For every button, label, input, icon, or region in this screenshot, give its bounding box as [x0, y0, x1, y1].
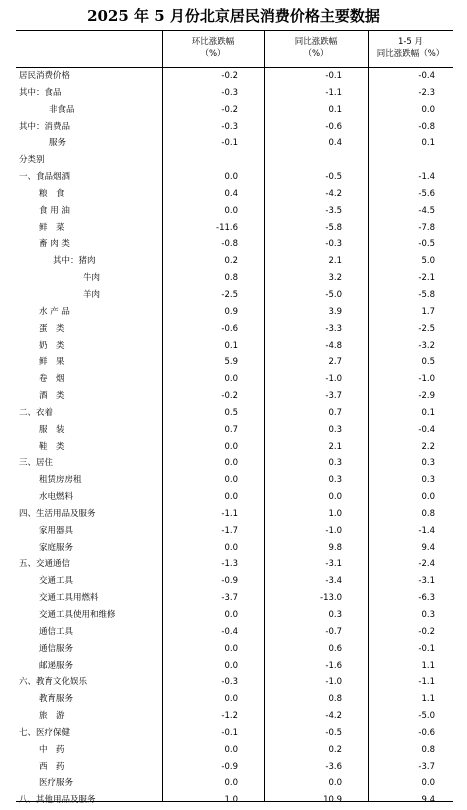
table-row [16, 439, 453, 456]
yoy-value: -1.0 [325, 374, 342, 385]
mom-value: -1.3 [221, 559, 238, 570]
table-row [16, 102, 453, 119]
mom-value: -1.7 [221, 525, 238, 536]
row-label: 七、医疗保健 [19, 727, 71, 738]
ytd-value: 0.0 [421, 778, 435, 789]
mom-value: 0.4 [224, 188, 238, 199]
row-label: 中 药 [39, 744, 65, 755]
mom-value: 0.0 [224, 744, 238, 755]
header-mom [162, 31, 264, 67]
mom-value: 0.1 [224, 340, 238, 351]
row-label: 鞋 类 [39, 441, 65, 452]
mom-value: -0.2 [221, 391, 238, 402]
table-row [16, 472, 453, 489]
yoy-value: -3.6 [325, 761, 342, 772]
row-label: 鲜 果 [39, 357, 65, 368]
table-row [16, 338, 453, 355]
ytd-value: 0.5 [421, 357, 435, 368]
header-ytd [368, 31, 453, 67]
row-label: 奶 类 [39, 340, 65, 351]
yoy-value: -4.8 [325, 340, 342, 351]
header-mom-line2: （%） [200, 49, 226, 59]
table-header [16, 31, 453, 68]
ytd-value: 0.0 [421, 104, 435, 115]
table-body [16, 68, 453, 809]
table-row [16, 658, 453, 675]
header-mom-line1: 环比涨跌幅 [191, 37, 235, 47]
ytd-value: 0.3 [421, 458, 435, 469]
mom-value: 1.0 [224, 795, 238, 806]
row-label: 水电燃料 [39, 492, 74, 503]
yoy-value: 0.8 [328, 694, 342, 705]
mom-value: -0.2 [221, 71, 238, 81]
row-label: 四、生活用品及服务 [19, 508, 96, 519]
ytd-value: -5.8 [418, 289, 435, 300]
yoy-value: -1.0 [325, 525, 342, 536]
row-label: 医疗服务 [39, 778, 74, 789]
mom-value: 0.0 [224, 172, 238, 183]
ytd-value: -5.6 [418, 188, 435, 199]
yoy-value: 0.3 [328, 458, 342, 469]
yoy-value: 10.9 [323, 795, 342, 806]
ytd-value: -0.8 [418, 121, 435, 132]
yoy-value: 0.2 [328, 744, 342, 755]
row-label: 通信服务 [39, 643, 74, 654]
row-label: 租赁房房租 [39, 475, 82, 486]
table-row [16, 85, 453, 102]
yoy-value: -5.8 [325, 222, 342, 233]
table-row [16, 641, 453, 658]
table-row [16, 759, 453, 776]
ytd-value: 0.3 [421, 610, 435, 620]
mom-value: 0.0 [224, 492, 238, 503]
page-title: 2025 年 5 月份北京居民消费价格主要数据 [87, 7, 380, 25]
ytd-value: 0.0 [421, 492, 435, 503]
ytd-value: -2.9 [418, 391, 435, 402]
mom-value: -0.8 [221, 239, 238, 250]
header-ytd-line2: 同比涨跌幅（%） [376, 49, 445, 59]
mom-value: 0.0 [224, 542, 238, 553]
row-label: 卷 烟 [39, 374, 65, 385]
ytd-value: -5.0 [418, 711, 435, 722]
table-row [16, 186, 453, 203]
row-label: 其中：食品 [19, 87, 62, 98]
table-row [16, 691, 453, 708]
ytd-value: 1.7 [421, 306, 435, 317]
row-label: 旅 游 [39, 711, 65, 722]
table-row [16, 388, 453, 405]
ytd-value: -0.5 [418, 239, 435, 250]
row-label: 酒 类 [39, 391, 65, 402]
row-label: 服 装 [39, 424, 65, 435]
ytd-value: -1.0 [418, 374, 435, 385]
row-label: 西 药 [39, 761, 65, 772]
table-row [16, 119, 453, 136]
mom-value: 0.2 [224, 256, 238, 267]
table-row [16, 287, 453, 304]
row-label: 粮 食 [39, 188, 65, 199]
yoy-value: 2.1 [328, 441, 342, 452]
mom-value: -0.9 [221, 576, 238, 587]
mom-value: -0.3 [221, 121, 238, 132]
header-yoy [264, 31, 368, 67]
row-label: 八、其他用品及服务 [19, 795, 96, 806]
yoy-value: -0.1 [325, 71, 342, 81]
yoy-value: -4.2 [325, 711, 342, 722]
mom-value: -0.4 [221, 626, 238, 637]
ytd-value: -7.8 [418, 222, 435, 233]
row-label: 三、居住 [19, 458, 54, 469]
row-label: 牛肉 [83, 273, 101, 284]
ytd-value: -2.1 [418, 273, 435, 284]
table-row [16, 708, 453, 725]
ytd-value: -2.4 [418, 559, 435, 570]
ytd-value: 1.1 [421, 694, 435, 705]
table-row [16, 540, 453, 557]
yoy-value: 1.0 [328, 508, 342, 519]
table-row [16, 152, 453, 169]
table-row [16, 371, 453, 388]
yoy-value: -3.3 [325, 323, 342, 334]
yoy-value: 0.7 [328, 407, 342, 418]
table-row [16, 573, 453, 590]
yoy-value: 2.1 [328, 256, 342, 267]
yoy-value: -4.2 [325, 188, 342, 199]
row-label: 五、交通通信 [19, 559, 71, 570]
row-label: 交通工具 [39, 576, 74, 587]
yoy-value: -0.5 [325, 172, 342, 183]
ytd-value: 0.8 [421, 744, 435, 755]
ytd-value: 9.4 [421, 795, 435, 806]
table-row [16, 523, 453, 540]
header-ytd-line1: 1-5 月 [397, 37, 424, 47]
ytd-value: 5.0 [421, 256, 435, 267]
row-label: 分类别 [19, 155, 45, 166]
yoy-value: -3.7 [325, 391, 342, 402]
ytd-value: 9.4 [421, 542, 435, 553]
mom-value: 0.0 [224, 458, 238, 469]
row-label: 非食品 [49, 104, 75, 115]
yoy-value: -0.5 [325, 727, 342, 738]
row-label: 邮递服务 [39, 660, 74, 671]
cpi-table [16, 30, 453, 806]
yoy-value: 3.2 [328, 273, 342, 284]
yoy-value: -0.6 [325, 121, 342, 132]
table-row [16, 203, 453, 220]
header-yoy-line1: 同比涨跌幅 [294, 37, 338, 47]
yoy-value: 2.7 [328, 357, 342, 368]
table-row [16, 220, 453, 237]
table-row [16, 304, 453, 321]
ytd-value: -1.1 [418, 677, 435, 688]
ytd-value: 2.2 [421, 441, 435, 452]
row-label: 羊肉 [83, 289, 101, 300]
table-row [16, 725, 453, 742]
yoy-value: 0.3 [328, 424, 342, 435]
ytd-value: -3.2 [418, 340, 435, 351]
row-label: 其中：猪肉 [53, 256, 96, 267]
yoy-value: 0.6 [328, 643, 342, 654]
mom-value: -1.1 [221, 508, 238, 519]
table-row [16, 253, 453, 270]
mom-value: 5.9 [224, 357, 238, 368]
table-row [16, 321, 453, 338]
table-row [16, 556, 453, 573]
table-row [16, 354, 453, 371]
ytd-value: -2.5 [418, 323, 435, 334]
ytd-value: 0.1 [421, 138, 435, 149]
mom-value: 0.0 [224, 643, 238, 654]
yoy-value: -3.1 [325, 559, 342, 570]
ytd-value: -0.4 [418, 71, 435, 81]
mom-value: -0.3 [221, 87, 238, 98]
mom-value: 0.0 [224, 441, 238, 452]
yoy-value: -0.7 [325, 626, 342, 637]
row-label: 二、衣着 [19, 407, 54, 418]
table-row [16, 68, 453, 85]
yoy-value: -5.0 [325, 289, 342, 300]
mom-value: -0.6 [221, 323, 238, 334]
mom-value: -0.1 [221, 138, 238, 149]
mom-value: 0.0 [224, 374, 238, 385]
ytd-value: -4.5 [418, 205, 435, 216]
yoy-value: 0.0 [328, 778, 342, 789]
ytd-value: -6.3 [418, 593, 435, 604]
row-label: 通信工具 [39, 626, 74, 637]
ytd-value: -1.4 [418, 172, 435, 183]
ytd-value: -0.1 [418, 643, 435, 654]
table-row [16, 405, 453, 422]
mom-value: -0.1 [221, 727, 238, 738]
table-row [16, 792, 453, 809]
table-row [16, 742, 453, 759]
mom-value: 0.9 [224, 306, 238, 317]
row-label: 畜 肉 类 [39, 239, 70, 250]
yoy-value: 0.0 [328, 492, 342, 503]
yoy-value: 0.4 [328, 138, 342, 149]
ytd-value: 0.3 [421, 475, 435, 486]
mom-value: -11.6 [216, 222, 238, 233]
row-label: 家用器具 [39, 525, 74, 536]
row-label: 服务 [49, 138, 67, 149]
mom-value: -3.7 [221, 593, 238, 604]
table-row [16, 624, 453, 641]
ytd-value: -1.4 [418, 525, 435, 536]
yoy-value: -1.0 [325, 677, 342, 688]
mom-value: 0.0 [224, 778, 238, 789]
yoy-value: 3.9 [328, 306, 342, 317]
table-row [16, 236, 453, 253]
table-row [16, 422, 453, 439]
mom-value: -1.2 [221, 711, 238, 722]
ytd-value: -3.1 [418, 576, 435, 587]
yoy-value: 9.8 [328, 542, 342, 553]
ytd-value: -0.4 [418, 424, 435, 435]
mom-value: 0.5 [224, 407, 238, 418]
row-label: 居民消费价格 [19, 71, 71, 81]
table-row [16, 775, 453, 792]
yoy-value: -1.1 [325, 87, 342, 98]
mom-value: 0.0 [224, 475, 238, 486]
table-row [16, 607, 453, 624]
table-row [16, 590, 453, 607]
yoy-value: -3.5 [325, 205, 342, 216]
row-label: 交通工具使用和维修 [39, 610, 116, 620]
table-row [16, 169, 453, 186]
row-label: 家庭服务 [39, 542, 74, 553]
yoy-value: 0.3 [328, 610, 342, 620]
mom-value: -0.3 [221, 677, 238, 688]
mom-value: 0.7 [224, 424, 238, 435]
header-yoy-line2: （%） [303, 49, 329, 59]
mom-value: 0.0 [224, 694, 238, 705]
row-label: 蛋 类 [39, 323, 65, 334]
row-label: 鲜 菜 [39, 222, 65, 233]
table-row [16, 506, 453, 523]
table-row [16, 489, 453, 506]
mom-value: 0.0 [224, 610, 238, 620]
row-label: 交通工具用燃料 [39, 593, 99, 604]
ytd-value: 1.1 [421, 660, 435, 671]
mom-value: 0.8 [224, 273, 238, 284]
table-row [16, 674, 453, 691]
ytd-value: -3.7 [418, 761, 435, 772]
mom-value: 0.0 [224, 205, 238, 216]
yoy-value: -1.6 [325, 660, 342, 671]
row-label: 六、教育文化娱乐 [19, 677, 88, 688]
ytd-value: 0.8 [421, 508, 435, 519]
ytd-value: -0.2 [418, 626, 435, 637]
table-row [16, 135, 453, 152]
row-label: 教育服务 [39, 694, 74, 705]
yoy-value: -13.0 [320, 593, 342, 604]
row-label: 其中：消费品 [19, 121, 71, 132]
ytd-value: -2.3 [418, 87, 435, 98]
mom-value: -2.5 [221, 289, 238, 300]
mom-value: 0.0 [224, 660, 238, 671]
mom-value: -0.2 [221, 104, 238, 115]
yoy-value: 0.3 [328, 475, 342, 486]
yoy-value: -0.3 [325, 239, 342, 250]
yoy-value: 0.1 [328, 104, 342, 115]
row-label: 食 用 油 [39, 205, 70, 216]
mom-value: -0.9 [221, 761, 238, 772]
row-label: 一、食品烟酒 [19, 172, 71, 183]
yoy-value: -3.4 [325, 576, 342, 587]
ytd-value: 0.1 [421, 407, 435, 418]
ytd-value: -0.6 [418, 727, 435, 738]
row-label: 水 产 品 [39, 306, 70, 317]
table-row [16, 270, 453, 287]
table-row [16, 455, 453, 472]
